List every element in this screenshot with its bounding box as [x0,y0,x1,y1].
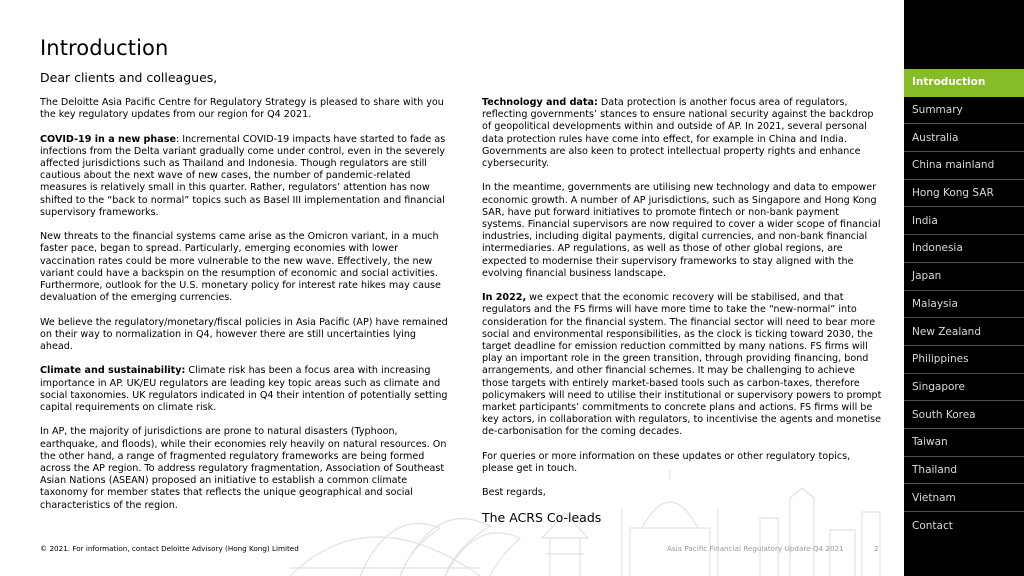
sidebar-item-australia[interactable]: Australia [904,124,1024,152]
sidebar-menu [904,69,1024,540]
climate-body: Climate risk has been a focus area with increasing importance in AP. UK/EU regulators are leading key topic areas such as climate and social taxonomies. UK regulators indicated in Q4 their intention of potentially setting capital requirements on climate risk. [40,365,448,414]
regards-line: Best regards, [482,487,546,499]
technology-body: Data protection is another focus area of regulators, reflecting governments’ stances to ensure national security against the backdrop of geopolitical developments within and outside of AP. In 2021, several personal data protection rules have come into effect, for example in China and India. Governments are also keen to protect intellectual property rights and enhance cybersecurity. [482,97,874,170]
sidebar-item-india[interactable]: India [904,207,1024,235]
omicron-paragraph: New threats to the financial systems came arise as the Omicron variant, in a much faster pace, began to spread. Particularly, emerging economies with lower vaccination rates could be more vulnerable to the new wave. Effectively, the new variant could have a backspin on the resumption of economic and social activities. Furthermore, outlook for the U.S. monetary policy for interest rate hikes may cause devaluation of the emerging currencies. [40,231,441,304]
sidebar-item-summary[interactable]: Summary [904,97,1024,125]
sidebar-nav [904,0,1024,576]
sidebar-item-vietnam[interactable]: Vietnam [904,484,1024,512]
greeting: Dear clients and colleagues, [40,70,218,85]
fintech-paragraph: In the meantime, governments are utilising new technology and data to empower economic growth. A number of AP jurisdictions, such as Singapore and Hong Kong SAR, have put forward initiatives to promote fintech or non-bank payment systems. Financial supervisors are now required to cover a wider scope of financial industries, including digital payments, digital currencies, and non-bank financial intermediaries. AP regulations, as well as those of other global regions, are expected to modernise their supervisory frameworks to stay aligned with the evolving financial business landscape. [482,182,881,279]
covid-body: : Incremental COVID-19 impacts have started to fade as infections from the Delta variant gradually come under control, even in the severely affected jurisdictions such as Thailand and Indonesia. Though regulators are still cautious about the next wave of new cases, the number of pandemic-related measures is relatively small in this quarter. Rather, regulators’ attention has now shifted to the “back to normal” topics such as Basel III implementation and financial supervisory frameworks. [40,133,446,218]
sidebar-item-china-mainland[interactable]: China mainland [904,152,1024,180]
queries-paragraph: For queries or more information on these updates or other regulatory topics, please get in touch. [482,450,851,475]
sidebar-item-south-korea[interactable]: South Korea [904,401,1024,429]
sidebar-item-taiwan[interactable]: Taiwan [904,429,1024,457]
sidebar-item-new-zealand[interactable]: New Zealand [904,318,1024,346]
sidebar-item-hong-kong-sar[interactable]: Hong Kong SAR [904,180,1024,208]
technology-paragraph [482,97,882,170]
left-column [40,97,450,524]
right-column [482,97,882,524]
outlook-paragraph [482,292,882,438]
intro-paragraph: The Deloitte Asia Pacific Centre for Regulatory Strategy is pleased to share with you the key regulatory updates from our region for Q4 2021. [40,97,444,121]
covid-heading: COVID-19 in a new phase [40,133,176,145]
footer-publication: Asia Pacific Financial Regulatory Update Q4 2021 [667,544,844,553]
sidebar-item-introduction[interactable]: Introduction [904,69,1024,97]
policy-paragraph: We believe the regulatory/monetary/fiscal policies in Asia Pacific (AP) have remained on their way to normalization in Q4, however there are still uncertainties lying ahead. [40,316,448,353]
climate-heading: Climate and sustainability: [40,365,186,377]
signoff: The ACRS Co-leads [482,509,602,525]
sidebar-item-philippines[interactable]: Philippines [904,346,1024,374]
page-number: 2 [874,544,879,553]
technology-heading: Technology and data: [482,97,598,108]
page-title: Introduction [40,36,169,60]
footer-copyright: © 2021. For information, contact Deloitte Advisory (Hong Kong) Limited [40,544,299,553]
outlook-heading: In 2022, [482,292,527,304]
sidebar-item-contact[interactable]: Contact [912,519,953,532]
sidebar-item-singapore[interactable]: Singapore [904,374,1024,402]
sidebar-item-thailand[interactable]: Thailand [904,457,1024,485]
covid-paragraph [40,134,450,219]
sidebar-item-indonesia[interactable]: Indonesia [904,235,1024,263]
sidebar-item-japan[interactable]: Japan [904,263,1024,291]
outlook-body: we expect that the economic recovery will be stabilised, and that regulators and the FS firms will have more time to take the “new-normal” into consideration for the financial system. The financial sector will need to bear more social and environmental responsibilities, as the clock is ticking toward 2030, the target deadline for emission reduction committed by many nations. FS firms will play an important role in the green transition, through providing financing, bond arrangements, and other financial schemes. It may be challenging to achieve those targets with entirely market-based tools such as carbon-taxes, therefore policymakers will need to utilise their institutional or supervisory powers to prompt market participants’ commitments to concrete plans and actions. FS firms will be key actors, in collaboration with regulators, to incentivise the agents and monetise de-carbonisation for the coming decades. [482,292,882,438]
disasters-paragraph: In AP, the majority of jurisdictions are prone to natural disasters (Typhoon, earthquake, and floods), while their economies rely heavily on natural resources. On the other hand, a range of fragmented regulatory frameworks are being formed across the AP region. To address regulatory fragmentation, Association of Southeast Asian Nations (ASEAN) proposed an initiative to establish a common climate taxonomy for member states that reflects the unique geographical and social characteristics of the region. [40,426,447,511]
climate-paragraph [40,365,450,414]
sidebar-item-malaysia[interactable]: Malaysia [904,291,1024,319]
